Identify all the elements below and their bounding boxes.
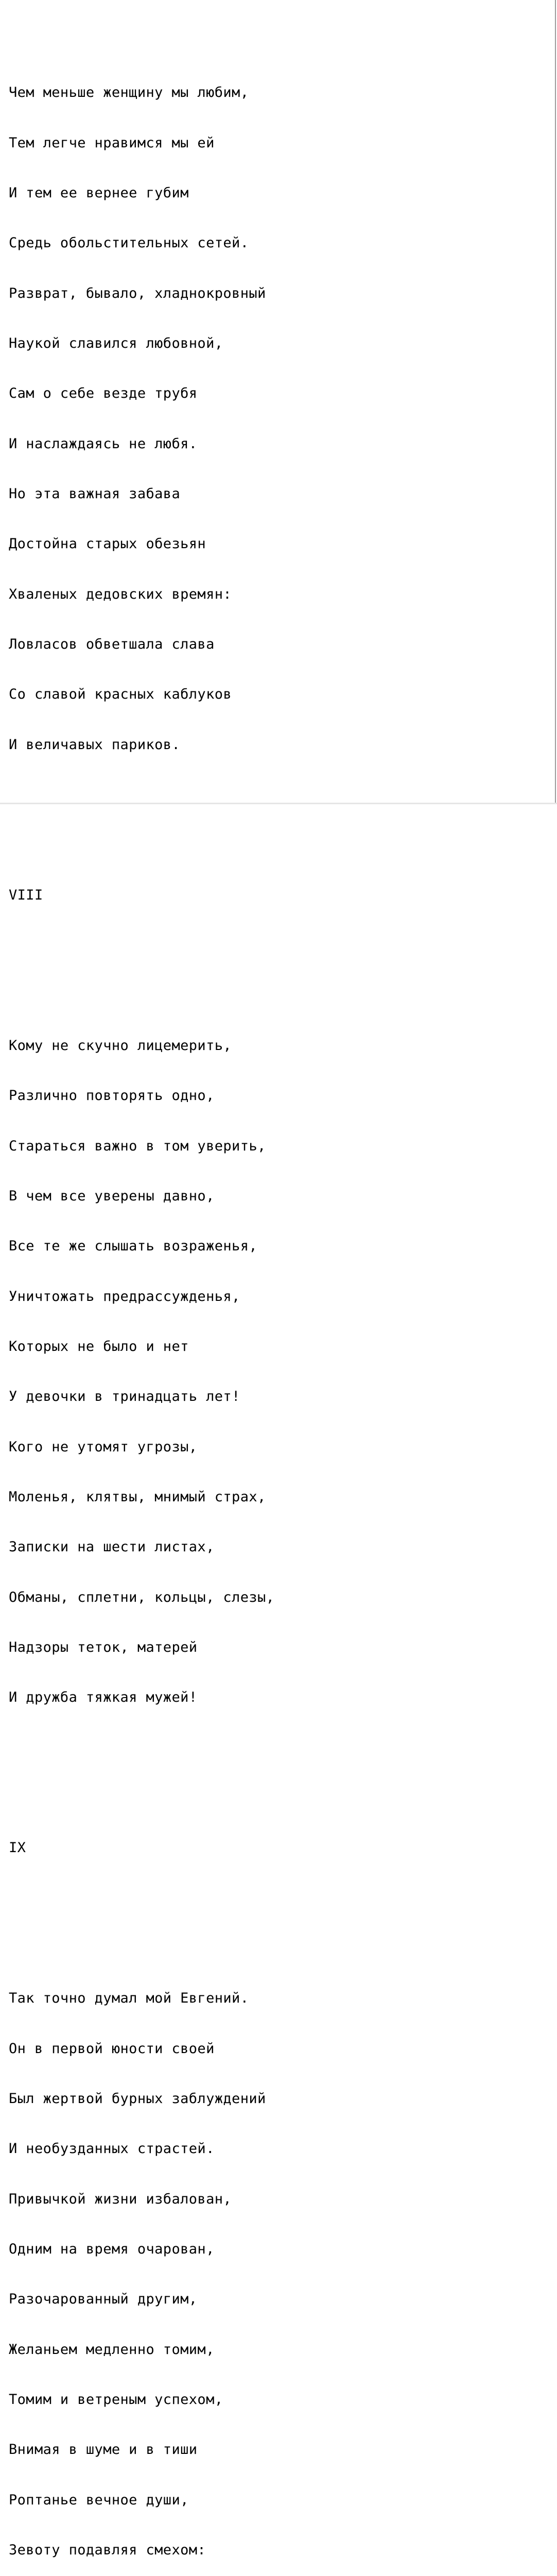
poem-line: Так точно думал мой Евгений. xyxy=(9,1990,249,2007)
poem-line: Он в первой юности своей xyxy=(9,2040,215,2057)
poem-line: Уничтожать предрассужденья, xyxy=(9,1288,240,1304)
poem-line: И дружба тяжкая мужей! xyxy=(9,1689,198,1706)
poem-line: Чем меньше женщину мы любим, xyxy=(9,84,249,101)
blank-line xyxy=(9,1890,274,1907)
poem-line: И необузданных страстей. xyxy=(9,2141,215,2157)
poem-text xyxy=(9,1,274,2576)
poem-line: Привычкой жизни избалован, xyxy=(9,2191,232,2207)
poem-line: Наукой славился любовной, xyxy=(9,335,223,351)
poem-line: Все те же слышать возраженья, xyxy=(9,1238,258,1255)
poem-line: Желаньем медленно томим, xyxy=(9,2341,215,2358)
poem-line: Томим и ветреным успехом, xyxy=(9,2392,223,2408)
poem-line: Ловласов обветшала слава xyxy=(9,636,215,653)
poem-line: Зевоту подавляя смехом: xyxy=(9,2542,206,2558)
poem-line: Внимая в шуме и в тиши xyxy=(9,2442,198,2458)
poem-line: Достойна старых обезьян xyxy=(9,536,206,552)
poem-line: Сам о себе везде трубя xyxy=(9,385,198,402)
poem-line: Но эта важная забава xyxy=(9,486,181,502)
poem-line: У девочки в тринадцать лет! xyxy=(9,1388,240,1405)
poem-line: Кого не утомят угрозы, xyxy=(9,1438,198,1455)
poem-line: Кому не скучно лицемерить, xyxy=(9,1037,232,1054)
stanza-9 xyxy=(9,1957,274,2576)
poem-line: Различно повторять одно, xyxy=(9,1088,215,1104)
poem-line: Которых не было и нет xyxy=(9,1338,189,1354)
poem-line: Тем легче нравимся мы ей xyxy=(9,134,215,151)
poem-line: Моленья, клятвы, мнимый страх, xyxy=(9,1488,266,1505)
stanza-7-tail xyxy=(9,51,274,787)
poem-line: И тем ее вернее губим xyxy=(9,184,189,201)
poem-line: И величавых париков. xyxy=(9,736,181,753)
poem-line: Разочарованный другим, xyxy=(9,2291,198,2308)
blank-line xyxy=(9,837,274,853)
poem-line: В чем все уверены давно, xyxy=(9,1188,215,1204)
blank-line xyxy=(9,937,274,954)
poem-line: И наслаждаясь не любя. xyxy=(9,435,198,452)
poem-line: Стараться важно в том уверить, xyxy=(9,1138,266,1154)
poem-line: Со славой красных каблуков xyxy=(9,686,232,703)
stanza-heading-ix: IX xyxy=(9,1840,26,1856)
bottom-edge xyxy=(0,803,557,804)
poem-line: Разврат, бывало, хладнокровный xyxy=(9,285,266,301)
poem-line: Средь обольстительных сетей. xyxy=(9,235,249,251)
poem-line: Был жертвой бурных заблуждений xyxy=(9,2091,266,2107)
stanza-8 xyxy=(9,1004,274,1740)
poem-line: Одним на время очарован, xyxy=(9,2241,215,2258)
poem-line: Обманы, сплетни, кольцы, слезы, xyxy=(9,1589,275,1605)
stanza-heading-viii: VIII xyxy=(9,887,43,903)
blank-line xyxy=(9,1790,274,1806)
poem-line: Хваленых дедовских времян: xyxy=(9,586,232,602)
poem-line: Записки на шести листах, xyxy=(9,1539,215,1555)
poem-line: Роптанье вечное души, xyxy=(9,2492,189,2508)
poem-line: Надзоры теток, матерей xyxy=(9,1639,198,1655)
